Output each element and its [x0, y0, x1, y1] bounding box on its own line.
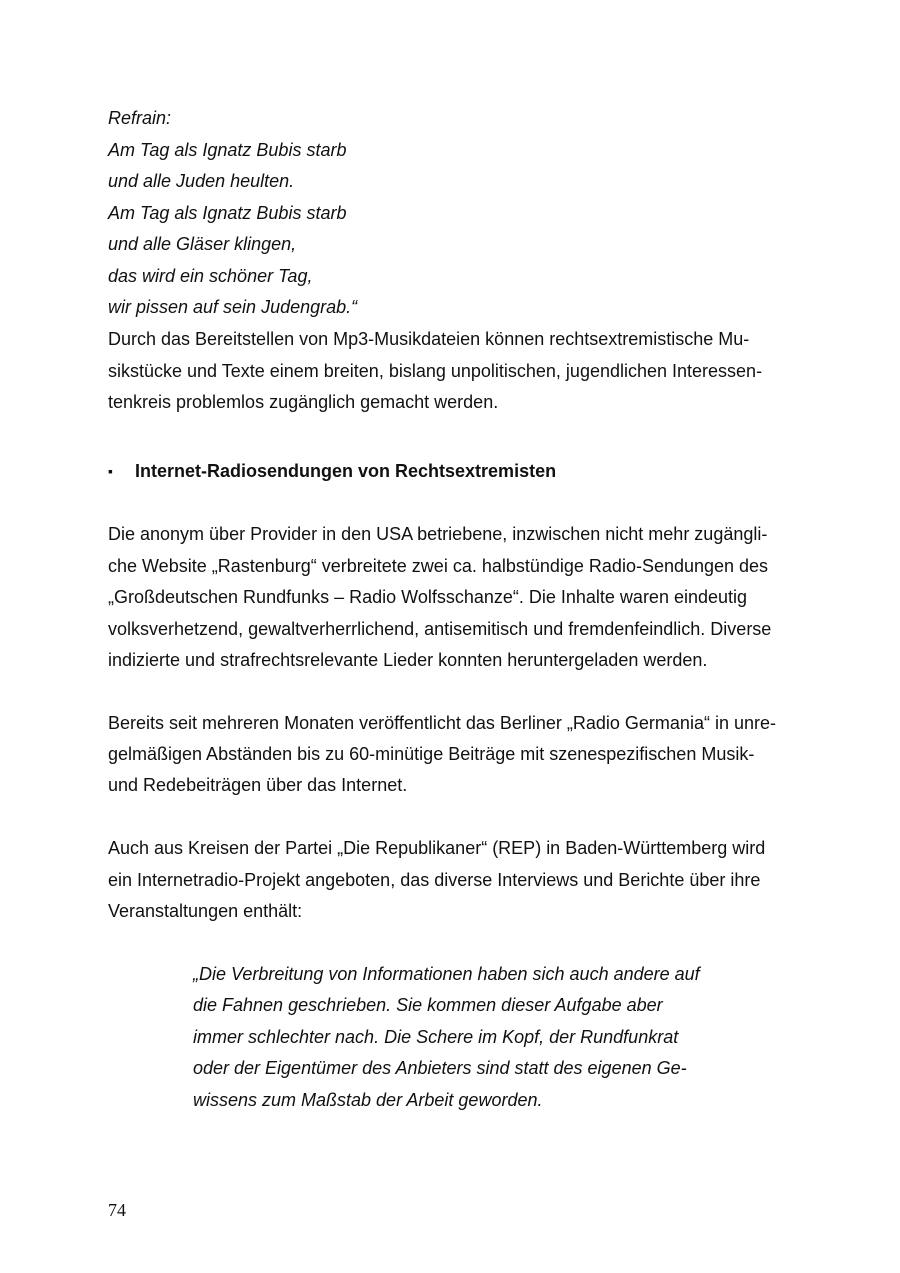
paragraph-line: „Großdeutschen Rundfunks – Radio Wolfsschanze“. Die Inhalte waren eindeutig — [108, 587, 748, 607]
refrain-line: Am Tag als Ignatz Bubis starb — [108, 140, 347, 160]
paragraph-line: indizierte und strafrechtsrelevante Lieder konnten heruntergeladen werden. — [108, 650, 708, 670]
paragraph-line: gelmäßigen Abständen bis zu 60-minütige Beiträge mit szenespezifischen Musik- — [108, 744, 755, 764]
refrain-line: wir pissen auf sein Judengrab.“ — [108, 297, 358, 317]
quote-line: oder der Eigentümer des Anbieters sind statt des eigenen Ge- — [193, 1058, 687, 1078]
paragraph-line: Veranstaltungen enthält: — [108, 901, 303, 921]
page-number: 74 — [108, 1200, 126, 1220]
paragraph-line: che Website „Rastenburg“ verbreitete zwei ca. halbstündige Radio-Sendungen des — [108, 556, 769, 576]
refrain-line: das wird ein schöner Tag, — [108, 266, 313, 286]
paragraph-line: Die anonym über Provider in den USA betriebene, inzwischen nicht mehr zugängli- — [108, 524, 768, 544]
quote-line: „Die Verbreitung von Informationen haben sich auch andere auf — [193, 964, 700, 984]
paragraph-line: Durch das Bereitstellen von Mp3-Musikdateien können rechtsextremistische Mu- — [108, 329, 750, 349]
refrain-line: Am Tag als Ignatz Bubis starb — [108, 203, 347, 223]
quote-line: die Fahnen geschrieben. Sie kommen dieser Aufgabe aber — [193, 995, 663, 1015]
paragraph-line: volksverhetzend, gewaltverherrlichend, antisemitisch und fremdenfeindlich. Diverse — [108, 619, 772, 639]
heading-text: Internet-Radiosendungen von Rechtsextremisten — [135, 461, 557, 481]
refrain-line: und alle Juden heulten. — [108, 171, 295, 191]
refrain-label: Refrain: — [108, 108, 172, 128]
paragraph-line: ein Internetradio-Projekt angeboten, das diverse Interviews und Berichte über ihre — [108, 870, 761, 890]
paragraph-line: und Redebeiträgen über das Internet. — [108, 775, 408, 795]
paragraph-line: sikstücke und Texte einem breiten, bislang unpolitischen, jugendlichen Interessen- — [108, 361, 763, 381]
quote-line: wissens zum Maßstab der Arbeit geworden. — [193, 1090, 543, 1110]
paragraph-line: tenkreis problemlos zugänglich gemacht werden. — [108, 392, 499, 412]
bullet-icon: ▪ — [108, 463, 113, 479]
quote-line: immer schlechter nach. Die Schere im Kopf, der Rundfunkrat — [193, 1027, 679, 1047]
refrain-line: und alle Gläser klingen, — [108, 234, 297, 254]
paragraph-line: Bereits seit mehreren Monaten veröffentlicht das Berliner „Radio Germania“ in unre- — [108, 713, 776, 733]
paragraph-line: Auch aus Kreisen der Partei „Die Republikaner“ (REP) in Baden-Württemberg wird — [108, 838, 766, 858]
